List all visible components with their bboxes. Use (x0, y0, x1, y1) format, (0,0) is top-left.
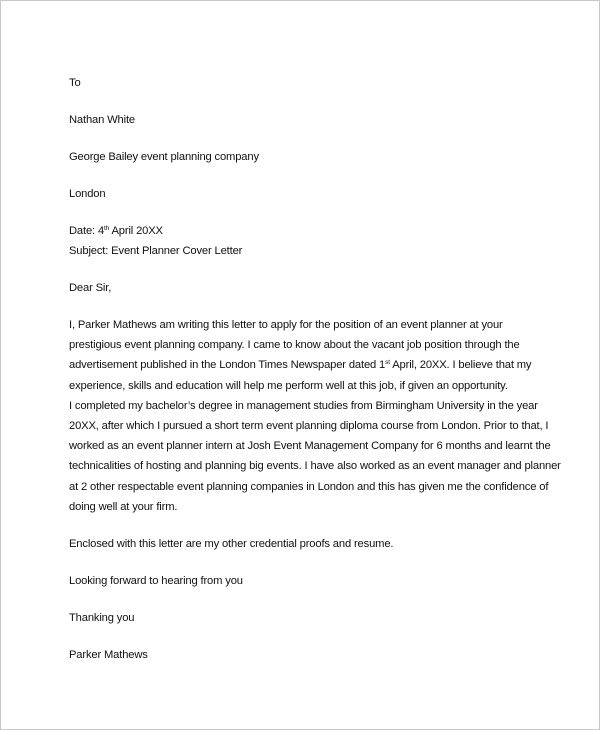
date-line (69, 221, 569, 241)
recipient-city: London (69, 188, 106, 200)
cover-letter (69, 73, 569, 665)
recipient-company: George Bailey event planning company (69, 151, 259, 163)
text-line: technicalities of hosting and planning big events. I have also worked as an event manager and planner (69, 460, 561, 473)
text-line: experience, skills and education will help me perform well at this job, if given an opportunity. (69, 379, 508, 392)
closing-thanks: Thanking you (69, 611, 135, 624)
enclosure-note: Enclosed with this letter are my other credential proofs and resume. (69, 537, 394, 550)
date-prefix: Date: 4 (69, 225, 105, 237)
date-suffix: April 20XX (109, 225, 163, 237)
text-line: I completed my bachelor’s degree in management studies from Birmingham University in the year (69, 399, 538, 412)
closing-looking-forward: Looking forward to hearing from you (69, 574, 243, 587)
text-segment: advertisement published in the London Times Newspaper dated 1 (69, 359, 386, 372)
text-segment: April, 20XX. I believe that my (389, 359, 532, 372)
text-line: worked as an event planner intern at Josh Event Management Company for 6 months and learnt the (69, 440, 551, 453)
text-line (69, 355, 569, 375)
text-line: at 2 other respectable event planning companies in London and this has given me the confidence of (69, 480, 549, 493)
text-line: I, Parker Mathews am writing this letter to apply for the position of an event planner at your (69, 319, 503, 331)
ordinal-suffix: st (385, 359, 390, 367)
salutation: Dear Sir, (69, 282, 112, 294)
text-line: prestigious event planning company. I came to know about the vacant job position through the (69, 339, 520, 352)
to-label: To (69, 77, 81, 89)
subject-line: Subject: Event Planner Cover Letter (69, 245, 243, 257)
date-ordinal: th (104, 225, 110, 232)
text-line: doing well at your firm. (69, 500, 178, 513)
paragraph-intro (69, 315, 569, 517)
text-line: 20XX, after which I pursued a short term event planning diploma course from London. Prior to that, I (69, 419, 549, 432)
signature-name: Parker Mathews (69, 648, 148, 661)
recipient-name: Nathan White (69, 114, 135, 126)
